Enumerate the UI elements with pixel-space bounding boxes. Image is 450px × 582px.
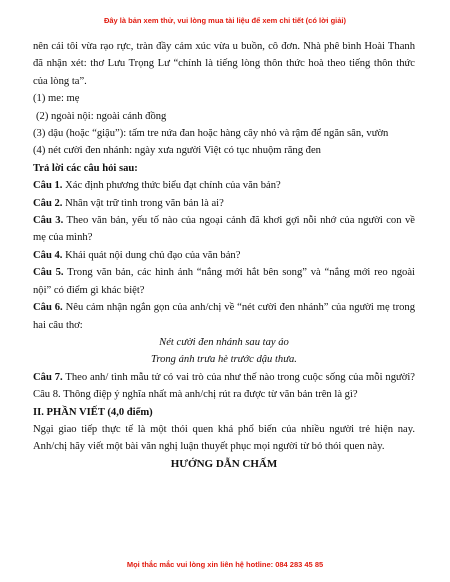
note-4: (4) nét cười đen nhánh: ngày xưa người Việt có tục nhuộm răng đen: [33, 145, 321, 157]
poem-line-2: Trong ánh trưa hè trước dậu thưa.: [151, 354, 297, 366]
document-body: [33, 38, 415, 473]
question-1-label: Câu 1.: [33, 180, 63, 192]
preview-banner: Đây là bản xem thử, vui lòng mua tài liệu để xem chi tiết (có lời giải): [103, 16, 347, 25]
question-7-label: Câu 7.: [33, 371, 63, 383]
note-2: (2) ngoài nội: ngoài cánh đồng: [36, 110, 167, 122]
question-4-label: Câu 4.: [33, 249, 63, 261]
question-1: [33, 177, 415, 194]
question-2-label: Câu 2.: [33, 197, 63, 209]
question-5-label: Câu 5.: [33, 267, 64, 279]
question-7: [33, 369, 415, 404]
question-4: [33, 247, 415, 264]
question-6-text: Nêu cảm nhận ngắn gọn của anh/chị về “nét cười đen nhánh” của người mẹ trong hai câu thơ:: [33, 302, 415, 331]
question-3-text: Theo văn bản, yếu tố nào của ngoại cảnh đã khơi gợi nỗi nhớ của người con về mẹ của mình?: [33, 215, 415, 244]
question-2: [33, 195, 415, 212]
question-5: [33, 264, 415, 299]
intro-paragraph: nên cái tôi vừa rạo rực, tràn đầy cảm xúc vừa u buồn, cô đơn. Nhà phê bình Hoài Thanh đã nhận xét: thơ Lưu Trọng Lư “chính là tiếng lòng thôn thức hoà theo tiếng thôn thức của lòng ta”.: [33, 41, 415, 87]
question-3-label: Câu 3.: [33, 215, 64, 227]
section-2-prompt: Ngại giao tiếp thực tế là một thói quen khá phổ biến của nhiều người trẻ hiện nay. Anh/chị hãy viết một bài văn nghị luận thuyết phục mọi người từ bỏ thói quen này.: [33, 423, 415, 453]
questions-heading: Trả lời các câu hỏi sau:: [33, 162, 138, 174]
note-3: (3) dậu (hoặc “giậu”): tấm tre nứa đan hoặc hàng cây nhỏ và rậm để ngăn sân, vườn: [33, 128, 389, 140]
question-3: [33, 212, 415, 247]
question-2-text: Nhân vật trữ tình trong văn bản là ai?: [62, 197, 224, 209]
grading-heading: HƯỚNG DẪN CHẤM: [170, 457, 278, 470]
question-6-label: Câu 6.: [33, 302, 63, 314]
question-7-text: Theo anh/ tình mẫu tử có vai trò của như thế nào trong cuộc sống của mỗi người? Câu 8. Thông điệp ý nghĩa nhất mà anh/chị rút ra được từ văn bản trên là gì?: [33, 371, 416, 401]
hotline-banner: Mọi thắc mắc vui lòng xin liên hệ hotline: 084 283 45 85: [126, 560, 324, 569]
question-4-text: Khái quát nội dung chủ đạo của văn bản?: [62, 249, 241, 261]
question-1-text: Xác định phương thức biểu đạt chính của văn bản?: [62, 180, 281, 192]
question-5-text: Trong văn bản, các hình ảnh “nắng mới hắt bên song” và “nắng mới reo ngoài nội” có điểm gì khác biệt?: [33, 267, 415, 296]
note-1: (1) me: mẹ: [33, 93, 80, 105]
question-6: [33, 299, 415, 334]
poem-line-1: Nét cười đen nhánh sau tay áo: [159, 336, 289, 348]
section-2-heading: II. PHẦN VIẾT (4,0 điểm): [33, 406, 153, 418]
